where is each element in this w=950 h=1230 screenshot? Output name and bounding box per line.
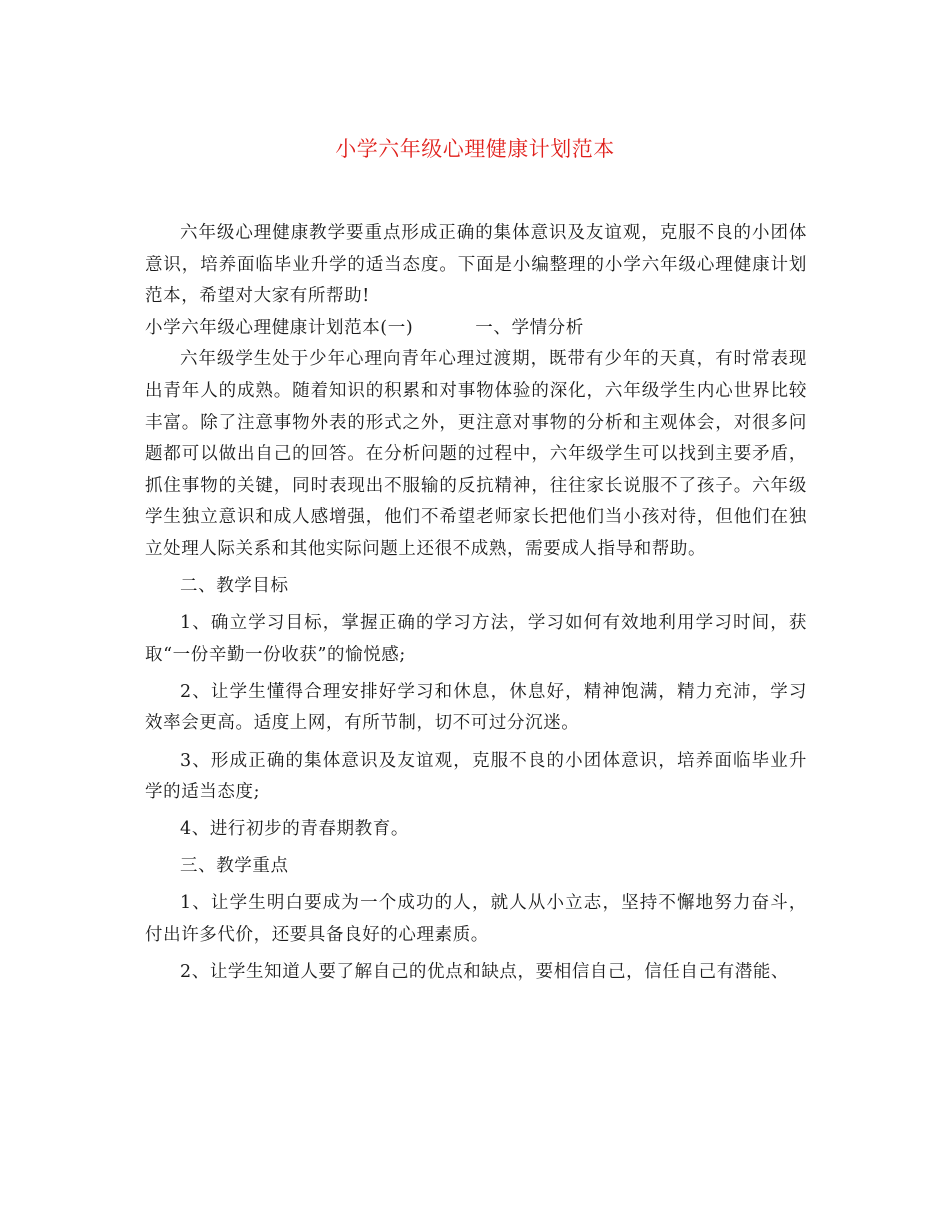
section-title-line xyxy=(145,313,807,345)
heading-key-points: 三、教学重点 xyxy=(180,856,289,877)
heading-goals: 二、教学目标 xyxy=(180,576,289,597)
document-title: 小学六年级心理健康计划范本 xyxy=(335,137,615,161)
goal-item: 1、确立学习目标，掌握正确的学习方法，学习如何有效地利用学习时间，获取“一份辛勤一份收获”的愉悦感; xyxy=(145,613,807,665)
heading-analysis: 一、学情分析 xyxy=(475,317,584,338)
goal-item: 4、进行初步的青春期教育。 xyxy=(180,819,409,840)
intro-paragraph: 六年级心理健康教学要重点形成正确的集体意识及友谊观，克服不良的小团体意识，培养面临毕业升学的适当态度。下面是小编整理的小学六年级心理健康计划范本，希望对大家有所帮助! xyxy=(145,223,807,307)
key-point-item: 1、让学生明白要成为一个成功的人，就人从小立志，坚持不懈地努力奋斗，付出许多代价，还要具备良好的心理素质。 xyxy=(145,893,807,945)
key-point-item: 2、让学生知道人要了解自己的优点和缺点，要相信自己，信任自己有潜能、 xyxy=(180,962,790,983)
goal-item: 3、形成正确的集体意识及友谊观，克服不良的小团体意识，培养面临毕业升学的适当态度; xyxy=(145,750,807,803)
section-title: 小学六年级心理健康计划范本(一) xyxy=(145,317,414,338)
document-body xyxy=(145,218,807,989)
goal-item: 2、让学生懂得合理安排好学习和休息，休息好，精神饱满，精力充沛，学习效率会更高。适度上网，有所节制，切不可过分沉迷。 xyxy=(145,681,807,734)
analysis-paragraph: 六年级学生处于少年心理向青年心理过渡期，既带有少年的天真，有时常表现出青年人的成熟。随着知识的积累和对事物体验的深化，六年级学生内心世界比较丰富。除了注意事物外表的形式之外，更注意对事物的分析和主观体会，对很多问题都可以做出自己的回答。在分析问题的过程中，六年级学生可以找到主要矛盾，抓住事物的关键，同时表现出不服输的反抗精神，往往家长说服不了孩子。六年级学生独立意识和成人感增强，他们不希望老师家长把他们当小孩对待，但他们在独立处理人际关系和其他实际问题上还很不成熟，需要成人指导和帮助。 xyxy=(145,349,807,559)
